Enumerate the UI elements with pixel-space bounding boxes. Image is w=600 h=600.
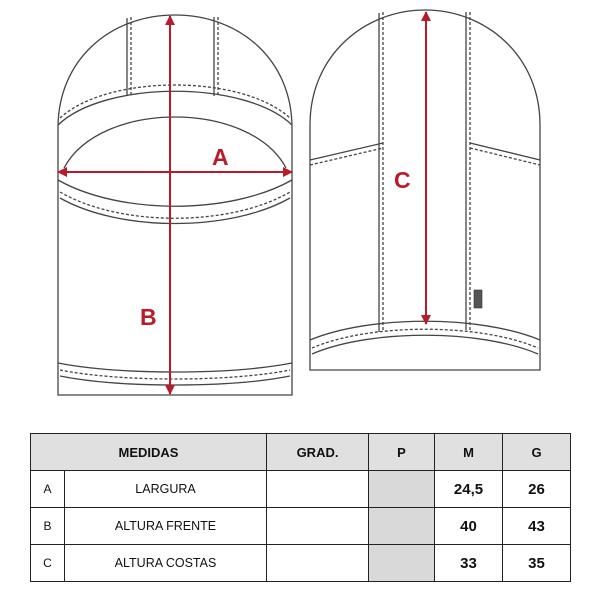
dimension-arrows (58, 12, 426, 394)
row-code: A (31, 471, 65, 508)
table-row (31, 471, 571, 508)
row-size-m: 40 (435, 508, 503, 545)
header-size-g: G (503, 434, 571, 471)
face-opening-bottom (58, 180, 292, 206)
back-panel-seam-right (470, 148, 540, 165)
size-tag (474, 290, 482, 308)
front-hem (58, 363, 292, 372)
row-size-g: 43 (503, 508, 571, 545)
header-size-p: P (369, 434, 435, 471)
label-a: A (212, 144, 229, 170)
size-table (30, 433, 571, 582)
face-opening-top (58, 91, 292, 125)
back-panel-seam-left (310, 148, 383, 165)
row-code: B (31, 508, 65, 545)
table-row (31, 545, 571, 582)
label-b: B (140, 304, 157, 330)
row-size-g: 26 (503, 471, 571, 508)
row-grad (267, 545, 369, 582)
row-size-m: 33 (435, 545, 503, 582)
header-grad: GRAD. (267, 434, 369, 471)
header-measures: MEDIDAS (31, 434, 267, 471)
row-code: C (31, 545, 65, 582)
face-opening-inner (64, 117, 286, 168)
row-measure: ALTURA FRENTE (65, 508, 267, 545)
front-outline (58, 15, 292, 395)
row-size-g: 35 (503, 545, 571, 582)
label-c: C (394, 167, 411, 193)
row-measure: ALTURA COSTAS (65, 545, 267, 582)
header-size-m: M (435, 434, 503, 471)
row-size-m: 24,5 (435, 471, 503, 508)
table-header-row (31, 434, 571, 471)
row-size-p (369, 545, 435, 582)
front-view (58, 15, 292, 395)
table-row (31, 508, 571, 545)
row-grad (267, 508, 369, 545)
row-size-p (369, 508, 435, 545)
row-measure: LARGURA (65, 471, 267, 508)
row-size-p (369, 471, 435, 508)
row-grad (267, 471, 369, 508)
